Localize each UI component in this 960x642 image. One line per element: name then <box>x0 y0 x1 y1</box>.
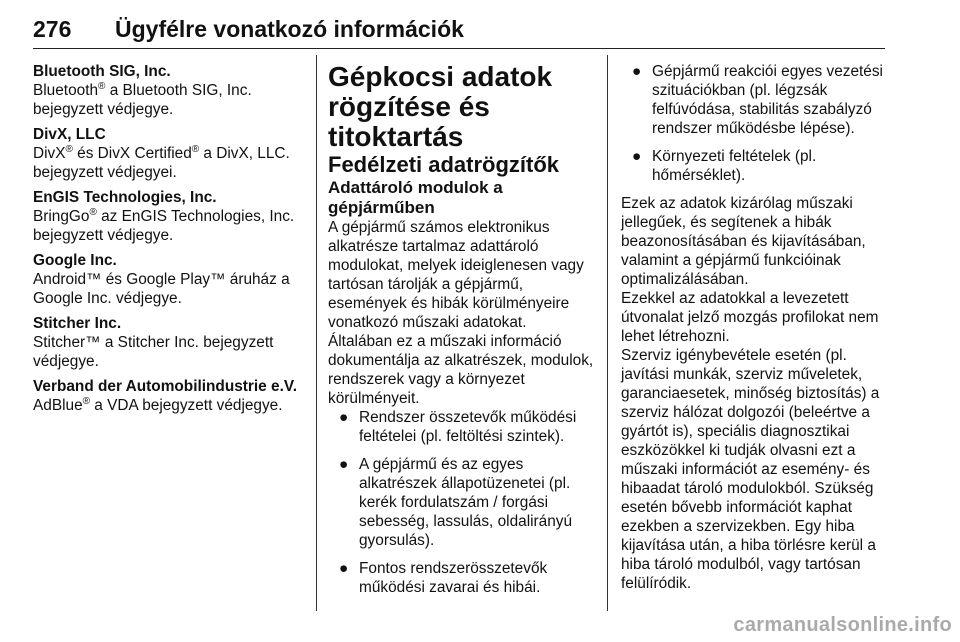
bullet-list <box>621 62 889 185</box>
middle-column <box>328 62 596 606</box>
list-item: ● A gépjármű és az egyes alkatrészek állapotüzenetei (pl. kerék fordulatszám / forgási sebesség, lassulás, oldalirányú gyorsulás). <box>339 456 573 549</box>
list-item: ● Gépjármű reakciói egyes vezetési szituációkban (pl. légzsák felfúvódása, stabilitás szabályzó rendszer működésbe lépése). <box>632 63 883 137</box>
trademark-entry <box>33 62 305 119</box>
trademark-entry <box>33 251 305 308</box>
column-divider-right <box>607 55 608 611</box>
left-column <box>33 62 305 421</box>
trademark-text: DivX® és DivX Certified® a DivX, LLC. bejegyzett védjegyei. <box>33 143 290 181</box>
body-paragraph: Általában ez a műszaki információ dokumentálja az alkatrészek, modulok, rendszerek vagy a környezet körülményeit. <box>328 333 594 407</box>
trademark-text: Stitcher™ a Stitcher Inc. bejegyzett védjegye. <box>33 334 274 370</box>
trademark-text: Android™ és Google Play™ áruház a Google Inc. védjegye. <box>33 271 290 307</box>
bullet-icon: ● <box>339 409 349 426</box>
bullet-icon: ● <box>632 148 642 165</box>
list-item: ● Környezeti feltételek (pl. hőmérséklet). <box>632 148 817 184</box>
body-paragraph: Ezek az adatok kizárólag műszaki jellegűek, és segítenek a hibák beazonosításában és kijavításában, valamint a gépjármű funkcióinak optimalizálásában. <box>621 195 866 288</box>
topic-heading: Adattároló modulok a gépjárműben <box>328 178 503 217</box>
trademark-owner: Stitcher Inc. <box>33 315 122 332</box>
trademark-entry <box>33 188 305 245</box>
trademark-entry <box>33 125 305 182</box>
bullet-icon: ● <box>339 560 349 577</box>
list-item: ● Rendszer összetevők működési feltételei (pl. feltöltési szintek). <box>339 409 577 445</box>
column-divider-left <box>316 55 317 611</box>
trademark-owner: Verband der Automobilindustrie e.V. <box>33 378 297 395</box>
section-heading: Gépkocsi adatok rögzítése és titoktartás <box>328 61 553 152</box>
trademark-text: BringGo® az EnGIS Technologies, Inc. bejegyzett védjegye. <box>33 206 295 244</box>
trademark-entry <box>33 314 305 371</box>
trademark-entry <box>33 377 305 415</box>
list-item: ● Fontos rendszerösszetevők működési zavarai és hibái. <box>339 560 548 596</box>
trademark-text: AdBlue® a VDA bejegyzett védjegye. <box>33 395 283 414</box>
subsection-heading: Fedélzeti adatrögzítők <box>328 152 560 177</box>
trademark-owner: DivX, LLC <box>33 126 106 143</box>
page-title: Ügyfélre vonatkozó információk <box>115 16 464 42</box>
bullet-list <box>328 408 596 597</box>
body-paragraph: Ezekkel az adatokkal a levezetett útvonalat jelző mozgás profilokat nem lehet létrehozni. <box>621 290 879 345</box>
page-number: 276 <box>33 16 72 42</box>
bullet-icon: ● <box>632 63 642 80</box>
bullet-icon: ● <box>339 456 349 473</box>
body-paragraph: Szerviz igénybevétele esetén (pl. javítási munkák, szerviz műveletek, garanciaesetek, minőség biztosítás) a szerviz hálózat dolgozói (beleértve a gyártót is), speciális diagnosztikai eszközökkel ki tudják olvasni ezt a műszaki információt az esemény- és hibaadat tároló modulokból. Szükség esetén bővebb információt kaphat ezekben a szervizekben. Egy hiba kijavítása után, a hiba törlésre kerül a hiba tároló modulból, vagy tartósan felülíródik. <box>621 347 880 592</box>
page-header <box>33 14 885 49</box>
body-paragraph: A gépjármű számos elektronikus alkatrésze tartalmaz adattároló modulokat, melyek ideiglenesen vagy tartósan tárolják a gépjármű, események és hibák körülményeire vonatkozó műszaki adatokat. <box>328 219 584 331</box>
trademark-owner: Google Inc. <box>33 252 117 269</box>
watermark: carmanualsonline.info <box>733 614 952 636</box>
right-column <box>621 62 889 593</box>
trademark-owner: EnGIS Technologies, Inc. <box>33 189 217 206</box>
trademark-owner: Bluetooth SIG, Inc. <box>33 63 171 80</box>
trademark-text: Bluetooth® a Bluetooth SIG, Inc. bejegyzett védjegye. <box>33 80 252 118</box>
